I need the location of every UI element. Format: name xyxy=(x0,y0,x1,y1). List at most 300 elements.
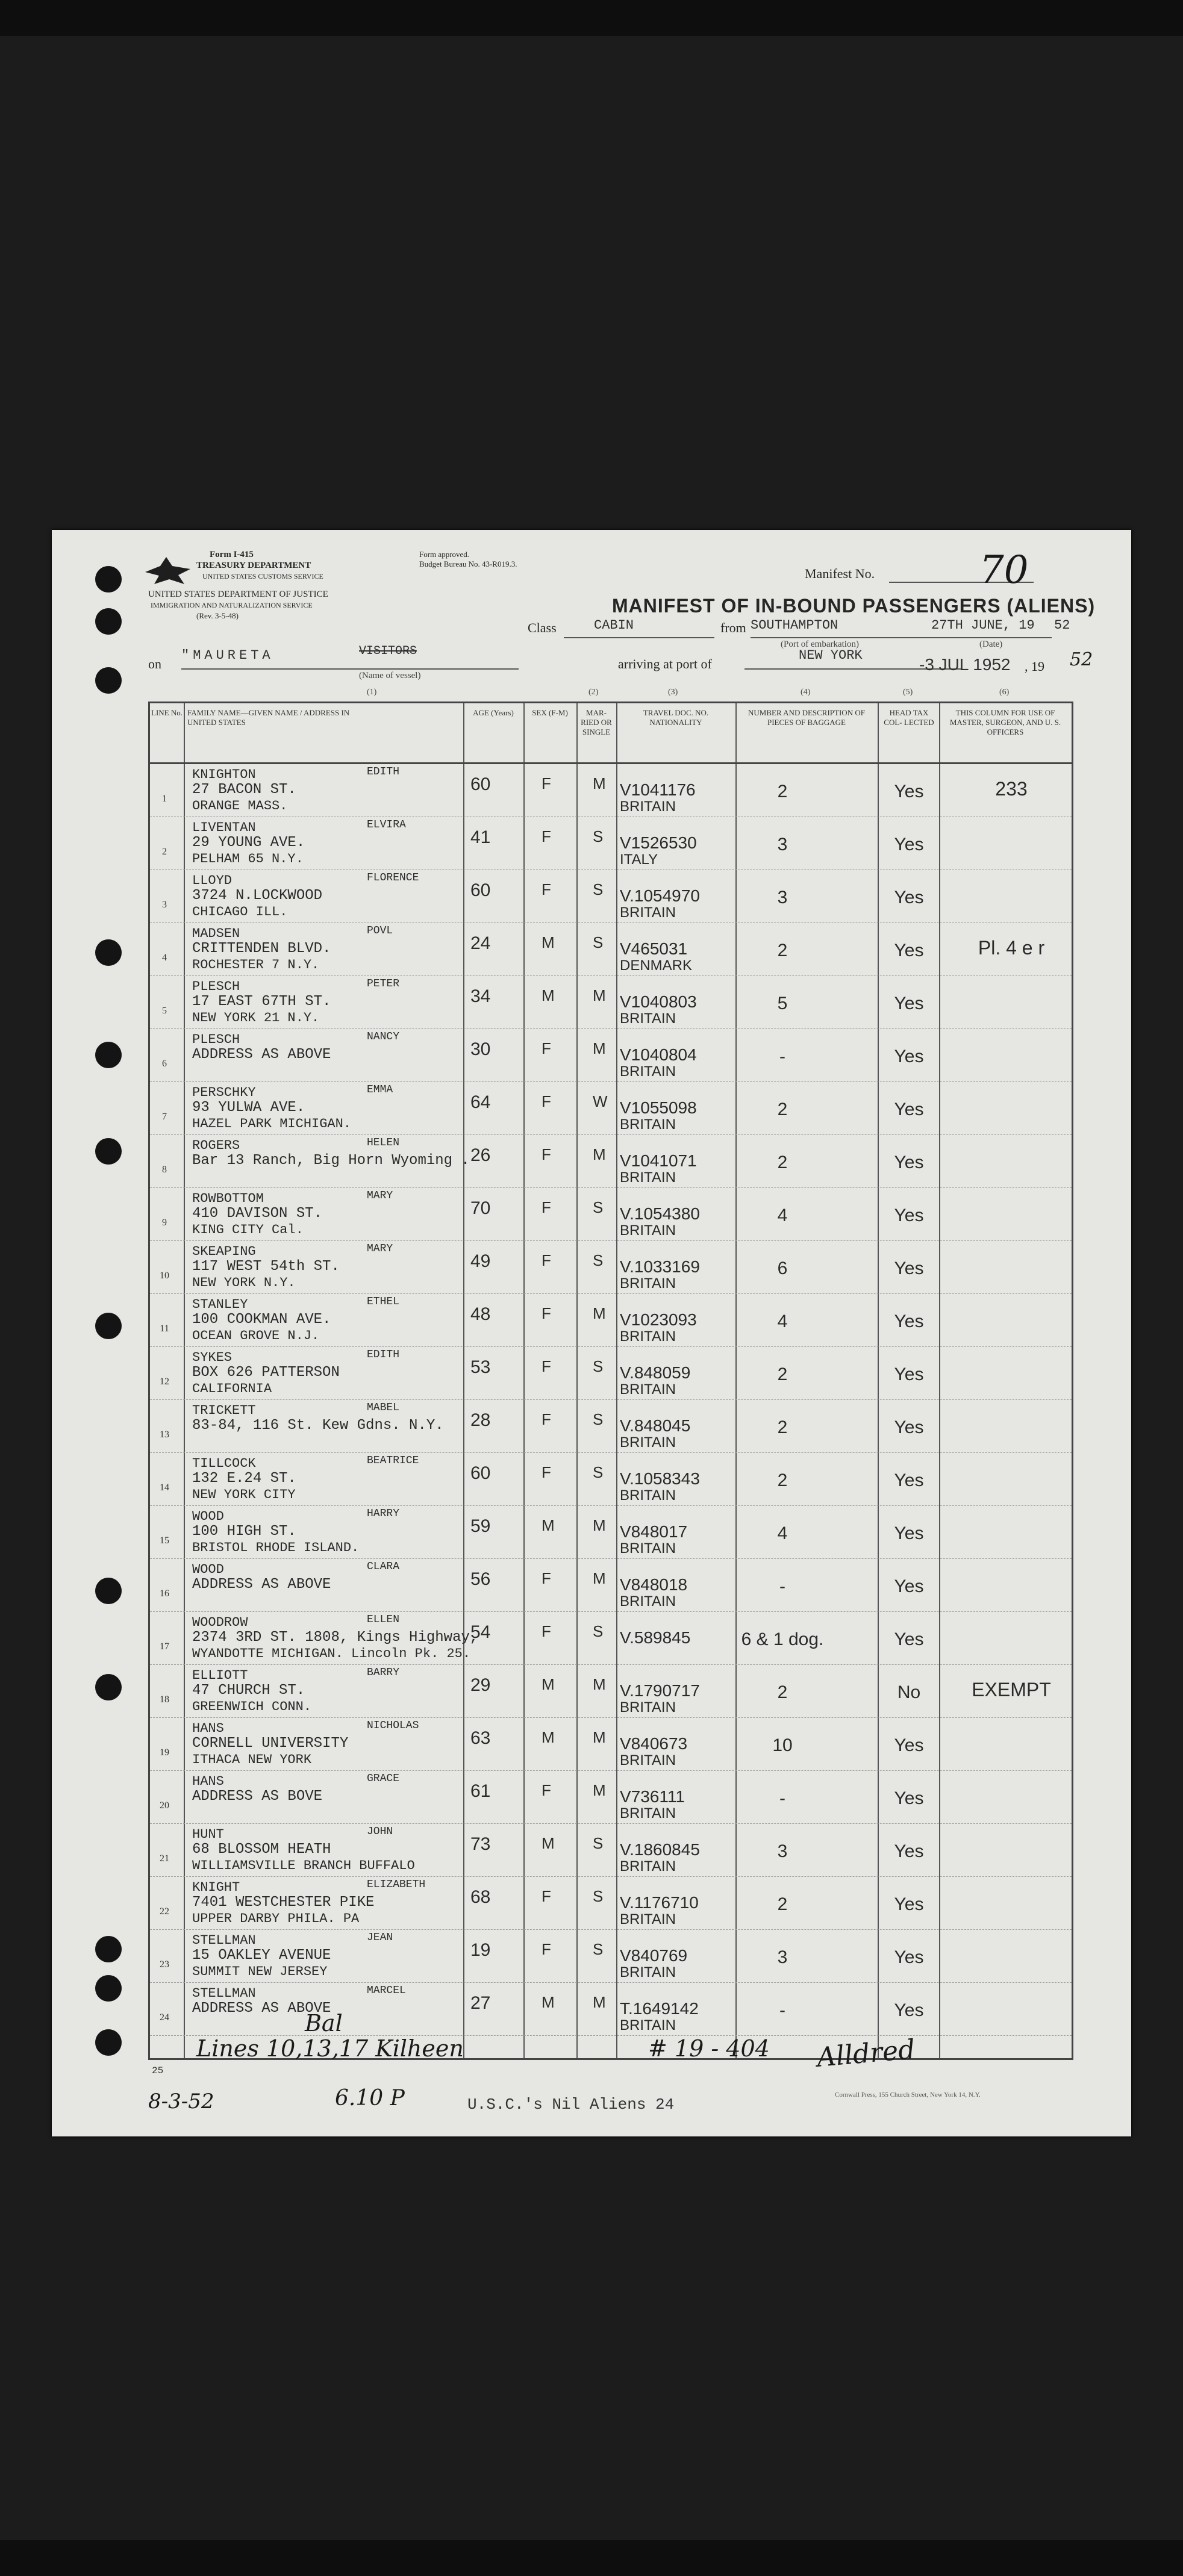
manifest-page xyxy=(52,530,1131,2136)
row-given-name: ELIZABETH xyxy=(367,1879,426,1891)
table-row xyxy=(150,1452,1072,1506)
table-row xyxy=(150,1187,1072,1241)
row-age: 63 xyxy=(470,1728,491,1748)
row-marital-status: S xyxy=(593,933,604,951)
row-travel-doc: V.1790717 xyxy=(620,1681,700,1700)
row-sex: F xyxy=(542,1940,551,1958)
row-baggage: 2 xyxy=(777,1682,788,1702)
row-head-tax: Yes xyxy=(894,1788,924,1808)
column-number: (3) xyxy=(668,688,678,697)
col-head-name: FAMILY NAME—GIVEN NAME / ADDRESS IN UNITED STATES xyxy=(187,708,350,727)
row-head-tax: Yes xyxy=(894,1629,924,1649)
justice-dept: UNITED STATES DEPARTMENT OF JUSTICE xyxy=(148,590,328,599)
row-travel-doc: V.848045 xyxy=(620,1416,691,1435)
row-address-line1: 117 WEST 54th ST. xyxy=(192,1258,340,1275)
row-baggage: 4 xyxy=(777,1206,788,1225)
row-age: 61 xyxy=(470,1781,491,1801)
vessel-underline xyxy=(181,668,519,670)
col-head-baggage: NUMBER AND DESCRIPTION OF PIECES OF BAGGAGE xyxy=(748,708,865,727)
row-given-name: EDITH xyxy=(367,1349,400,1361)
row-sex: F xyxy=(542,827,551,845)
row-marital-status: S xyxy=(593,827,604,845)
row-line-number: 22 xyxy=(160,1906,169,1917)
row-given-name: EDITH xyxy=(367,766,400,778)
row-marital-status: M xyxy=(593,1304,606,1322)
row-nationality: ITALY xyxy=(620,851,658,868)
vessel-name: "MAURETA xyxy=(181,648,274,663)
row-family-name: PERSCHKY xyxy=(192,1085,256,1100)
row-nationality: BRITAIN xyxy=(620,1434,676,1451)
column-number: (2) xyxy=(588,688,599,697)
row-officer-note: EXEMPT xyxy=(972,1679,1051,1700)
row-age: 48 xyxy=(470,1304,491,1324)
row-family-name: HUNT xyxy=(192,1827,224,1842)
punch-hole xyxy=(95,1674,122,1700)
row-line-number: 6 xyxy=(162,1059,167,1069)
row-address-line1: CRITTENDEN BLVD. xyxy=(192,941,331,957)
row-nationality: BRITAIN xyxy=(620,1752,676,1769)
row-address-line2: KING CITY Cal. xyxy=(192,1222,304,1237)
row-family-name: STELLMAN xyxy=(192,1986,256,2001)
row-address-line1: 7401 WESTCHESTER PIKE xyxy=(192,1894,375,1911)
col-head-tax: HEAD TAX COL- LECTED xyxy=(884,708,934,727)
table-row xyxy=(150,1823,1072,1877)
row-travel-doc: V1041176 xyxy=(620,780,696,799)
row-officer-note: Pl. 4 e r xyxy=(978,937,1045,959)
row-travel-doc: V.1054970 xyxy=(620,886,700,905)
row-line-number: 24 xyxy=(160,2012,169,2023)
punch-hole xyxy=(95,566,122,593)
row-head-tax: Yes xyxy=(894,1311,924,1331)
row-family-name: PLESCH xyxy=(192,979,240,994)
table-row xyxy=(150,817,1072,870)
from-label: from xyxy=(720,620,746,635)
row-marital-status: M xyxy=(593,774,606,792)
row-head-tax: Yes xyxy=(894,994,924,1013)
row-travel-doc: V1023093 xyxy=(620,1310,697,1329)
row-family-name: KNIGHT xyxy=(192,1880,240,1895)
col-head-sex: SEX (F-M) xyxy=(532,708,568,717)
footer-time: 6.10 P xyxy=(335,2086,405,2111)
budget-bureau: Budget Bureau No. 43-R019.3. xyxy=(419,559,517,568)
row-given-name: NICHOLAS xyxy=(367,1720,419,1732)
row-address-line1: 27 BACON ST. xyxy=(192,782,296,798)
row-line-number: 7 xyxy=(162,1112,167,1122)
treasury-dept: TREASURY DEPARTMENT xyxy=(196,561,311,570)
row-address-line2: UPPER DARBY PHILA. PA xyxy=(192,1911,360,1926)
row-address-line2: NEW YORK N.Y. xyxy=(192,1275,296,1290)
row-family-name: LLOYD xyxy=(192,873,233,888)
table-row xyxy=(150,1505,1072,1559)
row-given-name: MABEL xyxy=(367,1402,400,1414)
row-given-name: JOHN xyxy=(367,1826,393,1838)
date-value: 27TH JUNE, 19 xyxy=(931,618,1035,633)
row-travel-doc: V1040804 xyxy=(620,1045,697,1064)
printer-credit: Cornwall Press, 155 Church Street, New York 14, N.Y. xyxy=(835,2091,981,2098)
row-baggage: 2 xyxy=(777,782,788,801)
row-travel-doc: T.1649142 xyxy=(620,1999,699,2018)
table-row xyxy=(150,1717,1072,1771)
row-sex: M xyxy=(542,1675,555,1693)
punch-hole xyxy=(95,1042,122,1068)
row-age: 28 xyxy=(470,1410,491,1430)
punch-hole xyxy=(95,667,122,694)
row-line-number: 14 xyxy=(160,1482,169,1493)
row-given-name: EMMA xyxy=(367,1084,393,1096)
row-line-number: 16 xyxy=(160,1588,169,1599)
row-nationality: BRITAIN xyxy=(620,1911,676,1927)
row-sex: M xyxy=(542,986,555,1004)
row-baggage: 2 xyxy=(777,941,788,960)
column-number: (4) xyxy=(801,688,811,697)
row-given-name: FLORENCE xyxy=(367,872,419,884)
row-officer-note: 233 xyxy=(995,778,1028,800)
row-sex: M xyxy=(542,1834,555,1852)
row-address-line1: 132 E.24 ST. xyxy=(192,1470,296,1487)
col-head-line: LINE No. xyxy=(151,708,183,717)
row-age: 24 xyxy=(470,933,491,953)
row-sex: M xyxy=(542,933,555,951)
row-address-line2: NEW YORK CITY xyxy=(192,1487,296,1502)
row-address-line1: 2374 3RD ST. 1808, Kings Highway, xyxy=(192,1629,479,1646)
row-line-number: 10 xyxy=(160,1271,169,1281)
table-row xyxy=(150,1240,1072,1294)
row-baggage: 2 xyxy=(777,1894,788,1914)
row-family-name: PLESCH xyxy=(192,1032,240,1047)
row-nationality: BRITAIN xyxy=(620,1487,676,1504)
row-address-line1: ADDRESS AS ABOVE xyxy=(192,2000,331,2017)
row-address-line1: ADDRESS AS BOVE xyxy=(192,1788,323,1805)
row-age: 19 xyxy=(470,1940,491,1960)
row-family-name: LIVENTAN xyxy=(192,820,256,835)
row-travel-doc: V1040803 xyxy=(620,992,697,1011)
row-line-number: 9 xyxy=(162,1218,167,1228)
row-family-name: ROGERS xyxy=(192,1138,240,1153)
row-sex: F xyxy=(542,880,551,898)
row-address-line1: 83-84, 116 St. Kew Gdns. N.Y. xyxy=(192,1417,444,1434)
row-baggage: - xyxy=(779,2000,785,2020)
table-row xyxy=(150,1664,1072,1718)
row-baggage: 2 xyxy=(777,1470,788,1490)
row-head-tax: Yes xyxy=(894,1894,924,1914)
row-age: 27 xyxy=(470,1993,491,2013)
row-given-name: ETHEL xyxy=(367,1296,400,1308)
row-nationality: BRITAIN xyxy=(620,1116,676,1133)
officer-signature: Alldred xyxy=(816,2033,917,2074)
row-marital-status: S xyxy=(593,1834,604,1852)
col-head-age: AGE (Years) xyxy=(473,708,514,717)
table-row xyxy=(150,764,1072,817)
row-address-line1: CORNELL UNIVERSITY xyxy=(192,1735,349,1752)
row-baggage: 2 xyxy=(777,1364,788,1384)
footer-lines-signature: Lines 10,13,17 Kilheen xyxy=(196,2035,464,2062)
row-address-line1: 68 BLOSSOM HEATH xyxy=(192,1841,331,1858)
row-travel-doc: V.1033169 xyxy=(620,1257,700,1276)
row-head-tax: Yes xyxy=(894,1364,924,1384)
row-travel-doc: V848017 xyxy=(620,1522,688,1541)
row-family-name: MADSEN xyxy=(192,926,240,941)
row-line-number: 20 xyxy=(160,1800,169,1811)
row-nationality: BRITAIN xyxy=(620,1805,676,1822)
row-given-name: HARRY xyxy=(367,1508,400,1520)
date-caption: (Date) xyxy=(979,639,1003,649)
row-family-name: SYKES xyxy=(192,1350,233,1365)
row-address-line2: ITHACA NEW YORK xyxy=(192,1752,312,1767)
row-sex: F xyxy=(542,1410,551,1428)
row-travel-doc: V.1058343 xyxy=(620,1469,700,1488)
row-address-line2: HAZEL PARK MICHIGAN. xyxy=(192,1116,352,1131)
row-sex: F xyxy=(542,1092,551,1110)
row-sex: F xyxy=(542,1569,551,1587)
row-sex: F xyxy=(542,1622,551,1640)
row-given-name: POVL xyxy=(367,925,393,937)
row-address-line1: 47 CHURCH ST. xyxy=(192,1682,305,1699)
row-head-tax: Yes xyxy=(894,835,924,854)
row-sex: F xyxy=(542,1198,551,1216)
row-given-name: MARY xyxy=(367,1243,393,1255)
row-head-tax: Yes xyxy=(894,1258,924,1278)
row-travel-doc: V.1860845 xyxy=(620,1840,700,1859)
table-row xyxy=(150,1982,1072,2036)
row-age: 49 xyxy=(470,1251,491,1271)
row-age: 73 xyxy=(470,1834,491,1854)
row-baggage: - xyxy=(779,1788,785,1808)
table-row xyxy=(150,870,1072,923)
row-address-line1: 100 COOKMAN AVE. xyxy=(192,1311,331,1328)
row-address-line2: SUMMIT NEW JERSEY xyxy=(192,1964,328,1979)
row-address-line1: ADDRESS AS ABOVE xyxy=(192,1047,331,1063)
row-address-line1: BOX 626 PATTERSON xyxy=(192,1364,340,1381)
row-baggage: 4 xyxy=(777,1523,788,1543)
from-value: SOUTHAMPTON xyxy=(751,618,838,633)
row-address-line2: CHICAGO ILL. xyxy=(192,904,288,919)
row-baggage: 3 xyxy=(777,835,788,854)
manifest-title: MANIFEST OF IN-BOUND PASSENGERS (ALIENS) xyxy=(612,595,1096,617)
manifest-number: 70 xyxy=(979,548,1029,593)
passenger-table xyxy=(148,688,1073,2060)
row-line-number: 12 xyxy=(160,1377,169,1387)
row-address-line1: 15 OAKLEY AVENUE xyxy=(192,1947,331,1964)
row-line-number: 23 xyxy=(160,1959,169,1970)
row-travel-doc: V.1176710 xyxy=(620,1893,699,1912)
row-address-line1: 29 YOUNG AVE. xyxy=(192,835,305,851)
row-marital-status: W xyxy=(593,1092,608,1110)
row-baggage: 10 xyxy=(772,1735,793,1755)
row-head-tax: Yes xyxy=(894,888,924,907)
row-sex: F xyxy=(542,1463,551,1481)
row-age: 70 xyxy=(470,1198,491,1218)
row-travel-doc: V840673 xyxy=(620,1734,688,1753)
row-nationality: BRITAIN xyxy=(620,1540,676,1557)
row-address-line1: Bar 13 Ranch, Big Horn Wyoming . xyxy=(192,1153,470,1169)
row-head-tax: Yes xyxy=(894,1576,924,1596)
row-sex: F xyxy=(542,1781,551,1799)
row-nationality: BRITAIN xyxy=(620,1699,676,1716)
row-head-tax: Yes xyxy=(894,782,924,801)
row-given-name: BEATRICE xyxy=(367,1455,419,1467)
row-nationality: BRITAIN xyxy=(620,1593,676,1610)
row-address-line1: ADDRESS AS ABOVE xyxy=(192,1576,331,1593)
arrival-stamp: -3 JUL 1952 xyxy=(919,655,1011,674)
punch-hole xyxy=(95,1578,122,1604)
row-sex: F xyxy=(542,1357,551,1375)
row-nationality: BRITAIN xyxy=(620,798,676,815)
eagle-seal-icon xyxy=(142,554,196,590)
table-row xyxy=(150,1876,1072,1930)
punch-hole xyxy=(95,1138,122,1165)
row-head-tax: Yes xyxy=(894,1841,924,1861)
row-line-number: 1 xyxy=(162,794,167,804)
column-number: (6) xyxy=(999,688,1010,697)
row-age: 53 xyxy=(470,1357,491,1377)
footer-bal-note: Bal xyxy=(305,2010,343,2036)
row-address-line2: NEW YORK 21 N.Y. xyxy=(192,1010,320,1025)
row-line-number: 4 xyxy=(162,953,167,963)
immigration-service: IMMIGRATION AND NATURALIZATION SERVICE xyxy=(151,601,313,609)
row-baggage: 3 xyxy=(777,1841,788,1861)
row-age: 56 xyxy=(470,1569,491,1589)
row-given-name: MARY xyxy=(367,1190,393,1202)
class-label: Class xyxy=(528,620,557,635)
row-head-tax: Yes xyxy=(894,2000,924,2020)
class-value: CABIN xyxy=(594,618,634,633)
row-sex: M xyxy=(542,1728,555,1746)
footer-aliens-count: U.S.C.'s Nil Aliens 24 xyxy=(467,2095,675,2114)
row-baggage: - xyxy=(779,1047,785,1066)
table-row xyxy=(150,1770,1072,1824)
punch-hole xyxy=(95,2029,122,2056)
row-travel-doc: V736111 xyxy=(620,1787,685,1806)
row-family-name: TILLCOCK xyxy=(192,1456,256,1471)
row-marital-status: M xyxy=(593,1145,606,1163)
row-age: 54 xyxy=(470,1622,491,1642)
arrival-year: 52 xyxy=(1070,649,1093,670)
row-given-name: CLARA xyxy=(367,1561,400,1573)
line-25: 25 xyxy=(152,2065,164,2076)
row-nationality: BRITAIN xyxy=(620,1858,676,1874)
row-address-line1: 100 HIGH ST. xyxy=(192,1523,296,1540)
table-row xyxy=(150,1611,1072,1665)
punch-hole xyxy=(95,608,122,635)
row-line-number: 21 xyxy=(160,1853,169,1864)
row-baggage: 4 xyxy=(777,1311,788,1331)
from-underline xyxy=(751,637,931,638)
row-family-name: TRICKETT xyxy=(192,1403,256,1418)
row-baggage: 3 xyxy=(777,888,788,907)
row-address-line2: ROCHESTER 7 N.Y. xyxy=(192,957,320,972)
col-head-doc: TRAVEL DOC. NO. NATIONALITY xyxy=(643,708,709,727)
row-family-name: ROWBOTTOM xyxy=(192,1191,264,1206)
row-age: 41 xyxy=(470,827,491,847)
row-address-line2: ORANGE MASS. xyxy=(192,798,288,814)
table-row xyxy=(150,1134,1072,1188)
punch-hole xyxy=(95,1936,122,1962)
row-family-name: WOOD xyxy=(192,1562,224,1577)
row-head-tax: Yes xyxy=(894,941,924,960)
column-number: (5) xyxy=(903,688,913,697)
row-address-line1: 410 DAVISON ST. xyxy=(192,1206,323,1222)
manifest-label: Manifest No. xyxy=(805,566,875,581)
row-address-line1: 3724 N.LOCKWOOD xyxy=(192,888,323,904)
row-head-tax: Yes xyxy=(894,1523,924,1543)
row-marital-status: M xyxy=(593,1728,606,1746)
punch-hole xyxy=(95,939,122,966)
date-year: 52 xyxy=(1054,618,1070,633)
row-address-line2: OCEAN GROVE N.J. xyxy=(192,1328,320,1343)
row-head-tax: Yes xyxy=(894,1100,924,1119)
row-head-tax: Yes xyxy=(894,1047,924,1066)
on-label: on xyxy=(148,656,161,671)
row-marital-status: M xyxy=(593,1569,606,1587)
row-line-number: 18 xyxy=(160,1694,169,1705)
punch-hole xyxy=(95,1313,122,1339)
row-head-tax: No xyxy=(897,1682,921,1702)
customs-service: UNITED STATES CUSTOMS SERVICE xyxy=(202,572,323,580)
row-given-name: ELLEN xyxy=(367,1614,400,1626)
row-travel-doc: V848018 xyxy=(620,1575,688,1594)
row-nationality: DENMARK xyxy=(620,957,693,974)
row-baggage: 2 xyxy=(777,1100,788,1119)
class-underline xyxy=(564,637,714,638)
row-head-tax: Yes xyxy=(894,1206,924,1225)
row-travel-doc: V.589845 xyxy=(620,1628,691,1647)
footer-date: 8-3-52 xyxy=(148,2089,214,2114)
row-age: 68 xyxy=(470,1887,491,1907)
row-address-line2: GREENWICH CONN. xyxy=(192,1699,312,1714)
row-travel-doc: V840769 xyxy=(620,1946,688,1965)
row-baggage: 2 xyxy=(777,1417,788,1437)
row-nationality: BRITAIN xyxy=(620,904,676,921)
row-nationality: BRITAIN xyxy=(620,1328,676,1345)
vessel-overwrite: VISITORS xyxy=(359,644,417,658)
row-nationality: BRITAIN xyxy=(620,1222,676,1239)
date-underline xyxy=(931,637,1052,638)
row-given-name: PETER xyxy=(367,978,400,990)
row-sex: F xyxy=(542,1887,551,1905)
row-family-name: SKEAPING xyxy=(192,1244,256,1259)
row-age: 59 xyxy=(470,1516,491,1536)
row-family-name: WOOD xyxy=(192,1509,224,1524)
row-line-number: 5 xyxy=(162,1006,167,1016)
row-marital-status: S xyxy=(593,1622,604,1640)
row-line-number: 15 xyxy=(160,1535,169,1546)
row-nationality: BRITAIN xyxy=(620,1381,676,1398)
table-row xyxy=(150,1929,1072,1983)
row-address-line2: CALIFORNIA xyxy=(192,1381,272,1396)
row-marital-status: S xyxy=(593,1357,604,1375)
row-nationality: BRITAIN xyxy=(620,2017,676,2033)
row-given-name: JEAN xyxy=(367,1932,393,1944)
row-address-line2: BRISTOL RHODE ISLAND. xyxy=(192,1540,360,1555)
arrival-19: , 19 xyxy=(1025,659,1044,674)
row-age: 29 xyxy=(470,1675,491,1695)
arriving-label: arriving at port of xyxy=(618,656,712,671)
row-given-name: HELEN xyxy=(367,1137,400,1149)
row-family-name: ELLIOTT xyxy=(192,1668,248,1683)
row-travel-doc: V465031 xyxy=(620,939,688,958)
vessel-caption: (Name of vessel) xyxy=(359,671,421,680)
row-sex: F xyxy=(542,1304,551,1322)
row-baggage: 6 xyxy=(777,1258,788,1278)
table-row xyxy=(150,922,1072,976)
row-baggage: 6 & 1 dog. xyxy=(741,1629,824,1649)
row-age: 60 xyxy=(470,774,491,794)
row-line-number: 17 xyxy=(160,1641,169,1652)
row-sex: M xyxy=(542,1993,555,2011)
row-age: 60 xyxy=(470,880,491,900)
scan-border-bottom xyxy=(0,2540,1183,2576)
row-travel-doc: V.1054380 xyxy=(620,1204,700,1223)
